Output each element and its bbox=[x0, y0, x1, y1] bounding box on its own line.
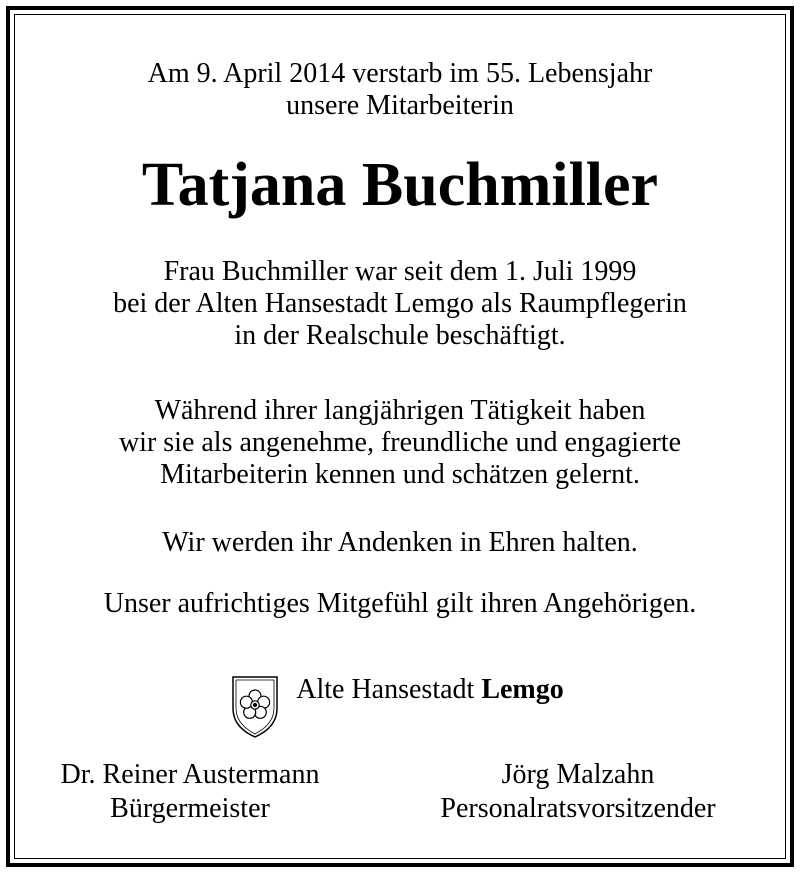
organization-name-regular: Alte Hansestadt bbox=[296, 674, 475, 705]
deceased-name: Tatjana Buchmiller bbox=[141, 151, 659, 219]
intro-line-2: unsere Mitarbeiterin bbox=[286, 90, 514, 121]
employment-line-1: Frau Buchmiller war seit dem 1. Juli 1999 bbox=[163, 256, 637, 287]
rose-shield-icon bbox=[230, 674, 280, 740]
employment-line-2: bei der Alten Hansestadt Lemgo als Raumpflegerin bbox=[113, 288, 687, 319]
signatory-title: Personalratsvorsitzender bbox=[440, 793, 716, 824]
organization-name-bold: Lemgo bbox=[481, 674, 564, 705]
employment-paragraph bbox=[0, 256, 800, 352]
appreciation-line-1: Während ihrer langjährigen Tätigkeit haben bbox=[154, 395, 646, 426]
signatory-mayor bbox=[0, 758, 380, 826]
organization-name bbox=[296, 674, 564, 706]
employment-line-3: in der Realschule beschäftigt. bbox=[234, 320, 566, 351]
appreciation-line-2: wir sie als angenehme, freundliche und engagierte bbox=[118, 427, 682, 458]
remembrance-line: Wir werden ihr Andenken in Ehren halten. bbox=[162, 527, 638, 558]
intro-text bbox=[0, 58, 800, 122]
signatory-name: Dr. Reiner Austermann bbox=[60, 759, 320, 790]
intro-line-1: Am 9. April 2014 verstarb im 55. Lebensjahr bbox=[147, 58, 653, 89]
signatory-title: Bürgermeister bbox=[110, 793, 270, 824]
appreciation-paragraph bbox=[0, 395, 800, 491]
condolence-line: Unser aufrichtiges Mitgefühl gilt ihren Angehörigen. bbox=[103, 588, 697, 619]
signatory-staff-council bbox=[388, 758, 768, 826]
appreciation-line-3: Mitarbeiterin kennen und schätzen gelernt. bbox=[160, 459, 640, 490]
signatory-name: Jörg Malzahn bbox=[501, 759, 655, 790]
organization-block bbox=[0, 672, 800, 744]
